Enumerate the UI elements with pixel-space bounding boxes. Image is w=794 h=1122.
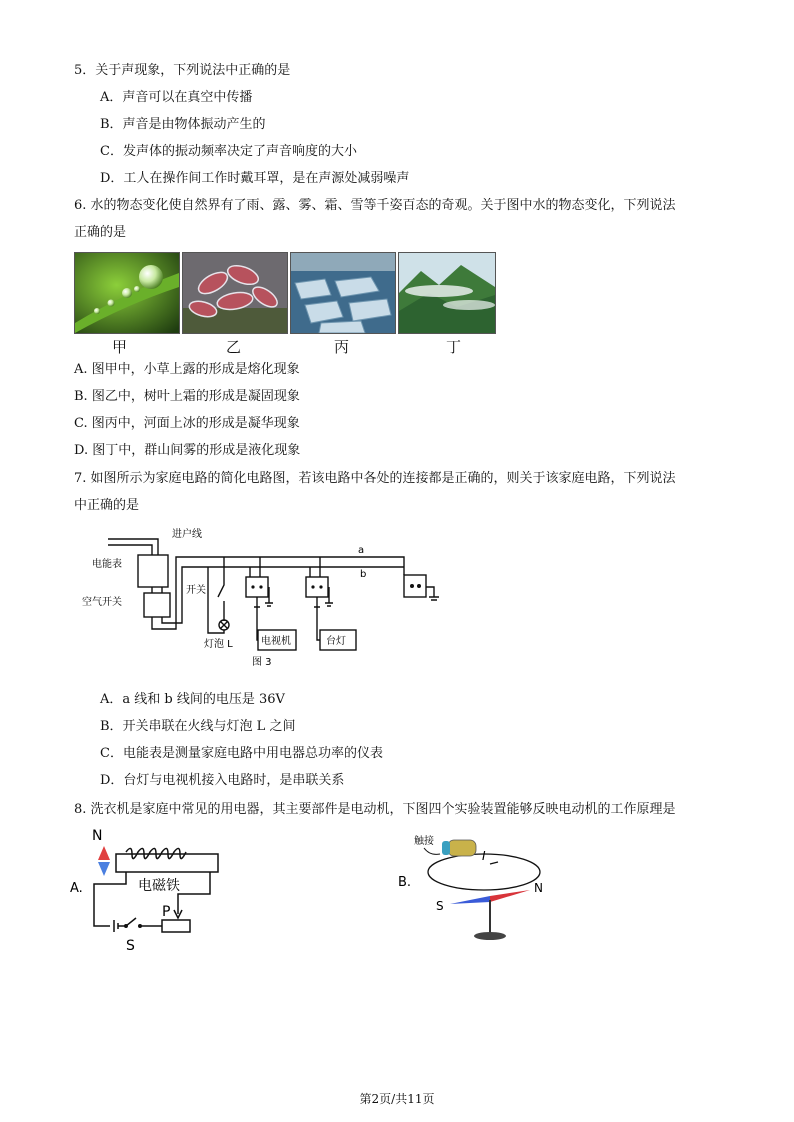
q5-option-a: A．声音可以在真空中传播 <box>100 90 253 105</box>
electromagnet-diagram <box>70 822 230 954</box>
label-lamp: 台灯 <box>326 636 346 647</box>
q7-stem-line1: 7. 如图所示为家庭电路的简化电路图，若该电路中各处的连接都是正确的，则关于该家庭电路，下列说法 <box>74 471 676 486</box>
label-bulb: 灯泡 L <box>204 639 233 650</box>
photo-jia-dew <box>74 252 180 334</box>
label-figure: 图 3 <box>252 657 272 668</box>
slider-p-label: P <box>162 904 171 920</box>
q6-option-b: B. 图乙中，树叶上霜的形成是凝固现象 <box>74 389 300 404</box>
q7-option-a: A．a 线和 b 线间的电压是 36V <box>100 692 285 707</box>
needle-s-label: S <box>436 899 444 913</box>
needle-north-half <box>490 890 530 902</box>
q6-stem-line2: 正确的是 <box>74 225 127 240</box>
electromagnet-label: 电磁铁 <box>138 878 180 894</box>
label-breaker: 空气开关 <box>82 597 122 608</box>
q7-option-b: B．开关串联在火线与灯泡 L 之间 <box>100 719 296 734</box>
option-b-label: B. <box>398 875 412 890</box>
label-incoming: 进户线 <box>172 529 202 540</box>
label-wire-b: b <box>360 569 367 580</box>
label-wire-a: a <box>358 545 365 556</box>
q8-stem: 8. 洗衣机是家庭中常见的用电器，其主要部件是电动机，下图四个实验装置能够反映电动机的工作原理是 <box>74 802 676 817</box>
label-switch: 开关 <box>186 585 206 596</box>
compass-north-arrow <box>98 846 110 860</box>
q6-option-c: C. 图丙中，河面上冰的形成是凝华现象 <box>74 416 300 431</box>
q7-stem-line2: 中正确的是 <box>74 498 140 513</box>
q5-stem: 5．关于声现象，下列说法中正确的是 <box>74 63 291 78</box>
compass-south-arrow <box>98 862 110 876</box>
q7-option-c: C．电能表是测量家庭电路中用电器总功率的仪表 <box>100 746 383 761</box>
label-meter: 电能表 <box>92 559 122 570</box>
label-tv: 电视机 <box>261 636 291 647</box>
caption-yi: 乙 <box>226 338 242 356</box>
current-label: I <box>482 849 486 863</box>
caption-ding: 丁 <box>446 338 462 356</box>
compass-n-label: N <box>92 828 103 844</box>
touch-label: 触接 <box>414 836 434 847</box>
q6-option-d: D. 图丁中，群山间雾的形成是液化现象 <box>74 443 301 458</box>
q5-option-d: D．工人在操作间工作时戴耳罩，是在声源处减弱噪声 <box>100 171 410 186</box>
needle-n-label: N <box>534 881 543 895</box>
needle-south-half <box>450 896 490 904</box>
switch-s-label: S <box>126 938 135 954</box>
q5-option-b: B．声音是由物体振动产生的 <box>100 117 266 132</box>
option-a-label: A. <box>70 881 83 896</box>
q5-option-c: C．发声体的振动频率决定了声音响度的大小 <box>100 144 357 159</box>
photo-bing-ice <box>290 252 396 334</box>
oersted-experiment-diagram <box>394 826 574 946</box>
page-footer: 第2页/共11页 <box>359 1092 435 1106</box>
caption-bing: 丙 <box>334 338 350 356</box>
q6-option-a: A. 图甲中，小草上露的形成是熔化现象 <box>74 362 300 377</box>
q7-option-d: D．台灯与电视机接入电路时，是串联关系 <box>100 773 345 788</box>
caption-jia: 甲 <box>112 338 128 356</box>
photo-yi-frost <box>182 252 288 334</box>
photo-ding-fog <box>398 252 496 334</box>
household-circuit-diagram <box>74 525 454 670</box>
q6-stem-line1: 6. 水的物态变化使自然界有了雨、露、雾、霜、雪等千姿百态的奇观。关于图中水的物态变化，下列说法 <box>74 198 676 213</box>
